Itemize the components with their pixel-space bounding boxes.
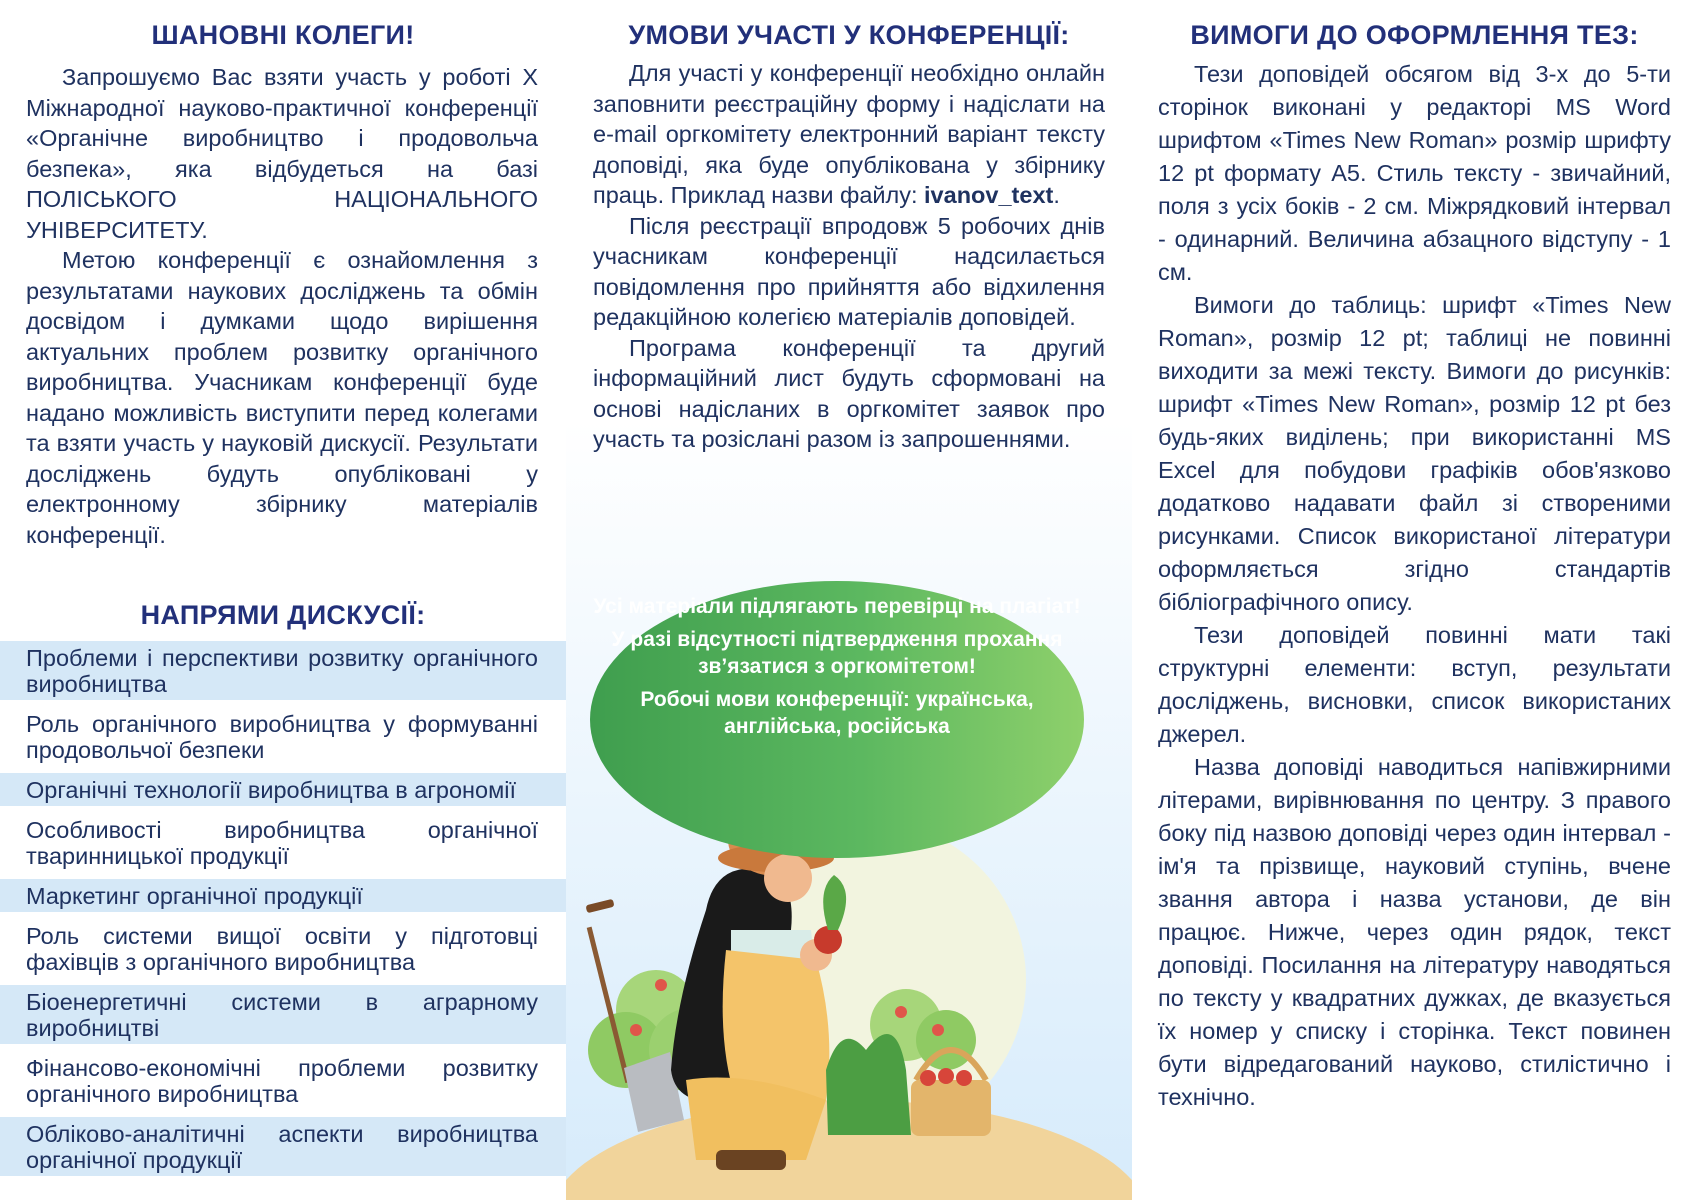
direction-item: Роль органічного виробництва у формуванні продовольчої безпеки xyxy=(0,707,566,766)
direction-item: Фінансово-економічні проблеми розвитку органічного виробництва xyxy=(0,1051,566,1110)
direction-item: Біоенергетичні системи в аграрному виробництві xyxy=(0,985,566,1044)
invitation-paragraph: Запрошуємо Вас взяти участь у роботі Х Міжнародної науково-практичної конференції «Органічне виробництво і продовольча безпека», яка відбудеться на базі ПОЛІСЬКОГО НАЦІОНАЛЬНОГО УНІВЕРСИТЕТУ. xyxy=(26,64,538,243)
direction-item: Особливості виробництва органічної тваринницької продукції xyxy=(0,813,566,872)
structure-paragraph: Тези доповідей повинні мати такі структурні елементи: вступ, результати досліджень, висновки, список використаних джерел. xyxy=(1158,622,1671,747)
direction-item: Обліково-аналітичні аспекти виробництва органічної продукції xyxy=(0,1117,566,1176)
column-welcome xyxy=(0,0,566,1200)
gardener-figure-icon xyxy=(671,804,846,1170)
confirmation-note: У разі відсутності підтвердження прохання зв’язатися з оргкомітетом! xyxy=(611,628,1063,678)
direction-item: Проблеми і перспективи розвитку органічного виробництва xyxy=(0,641,566,700)
requirements-title: ВИМОГИ ДО ОФОРМЛЕННЯ ТЕЗ: xyxy=(1190,20,1639,50)
direction-item: Роль системи вищої освіти у підготовці фахівців з органічного виробництва xyxy=(0,919,566,978)
directions-title: НАПРЯМИ ДИСКУСІЇ: xyxy=(140,600,426,630)
plagiarism-note: Усі матеріали підлягають перевірці на плагіат! xyxy=(593,595,1081,618)
direction-item: Органічні технології виробництва в агрономії xyxy=(0,773,566,806)
conditions-text xyxy=(593,58,1105,455)
languages-note: Робочі мови конференції: українська, англійська, російська xyxy=(640,688,1034,738)
notification-paragraph: Після реєстрації впродовж 5 робочих днів учасникам конференції надсилається повідомлення про прийняття або відхилення редакційною колегією матеріалів доповідей. xyxy=(593,212,1105,330)
welcome-title: ШАНОВНІ КОЛЕГИ! xyxy=(151,20,415,50)
important-notes-bubble xyxy=(590,581,1084,858)
welcome-text xyxy=(26,62,538,550)
column-conditions xyxy=(566,0,1132,1200)
registration-text-end: . xyxy=(1053,182,1060,208)
registration-paragraph xyxy=(593,58,1105,211)
purpose-paragraph: Метою конференції є ознайомлення з результатами наукових досліджень та обмін досвідом і думками щодо вирішення актуальних проблем розвитку органічного виробництва. Учасникам конференції буде надано можливість виступити перед колегами та взяти участь у науковій дискусії. Результати досліджень будуть опубліковані у електронному збірнику матеріалів конференції. xyxy=(26,247,538,548)
conditions-title: УМОВИ УЧАСТІ У КОНФЕРЕНЦІЇ: xyxy=(628,20,1070,50)
requirements-text xyxy=(1158,58,1671,1114)
registration-text: Для участі у конференції необхідно онлайн заповнити реєстраційну форму і надіслати на e-mail оргкомітету електронний варіант тексту доповіді, яка буде опублікована у збірнику праць. Приклад назви файлу: xyxy=(593,60,1105,208)
program-paragraph: Програма конференції та другий інформаційний лист будуть сформовані на основі надісланих в оргкомітет заявок про участь та розіслані разом із запрошеннями. xyxy=(593,334,1105,452)
column-requirements xyxy=(1132,0,1697,1200)
file-example: ivanov_text xyxy=(924,182,1054,208)
direction-item: Маркетинг органічної продукції xyxy=(0,879,566,912)
format-paragraph: Тези доповідей обсягом від 3-х до 5-ти сторінок виконані у редакторі MS Word шрифтом «Times New Roman» розмір шрифту 12 pt формату А5. Стиль тексту - звичайний, поля з усіх боків - 2 см. Міжрядковий інтервал - одинарний. Величина абзацного відступу - 1 см. xyxy=(1158,61,1671,285)
title-layout-paragraph: Назва доповіді наводиться напівжирними літерами, вирівнювання по центру. З правого боку під назвою доповіді через один інтервал - ім'я та прізвище, науковий ступінь, вчене звання автора і назва установи, де він працює. Нижче, через один рядок, текст доповіді. Посилання на літературу наводяться по тексту у квадратних дужках, де вказується їх номер у списку і сторінка. Текст повинен бути відредагований науково, стилістично і технічно. xyxy=(1158,754,1671,1110)
tables-figures-paragraph: Вимоги до таблиць: шрифт «Times New Roman», розмір 12 pt; таблиці не повинні виходити за межі тексту. Вимоги до рисунків: шрифт «Times New Roman», розмір 12 pt без будь-яких виділень; при використанні MS Excel для побудови графіків обов'язково додатково надавати файл зі створеними рисунками. Список використаної літератури оформляється згідно стандартів бібліографічного опису. xyxy=(1158,292,1671,615)
directions-list xyxy=(0,641,566,1183)
